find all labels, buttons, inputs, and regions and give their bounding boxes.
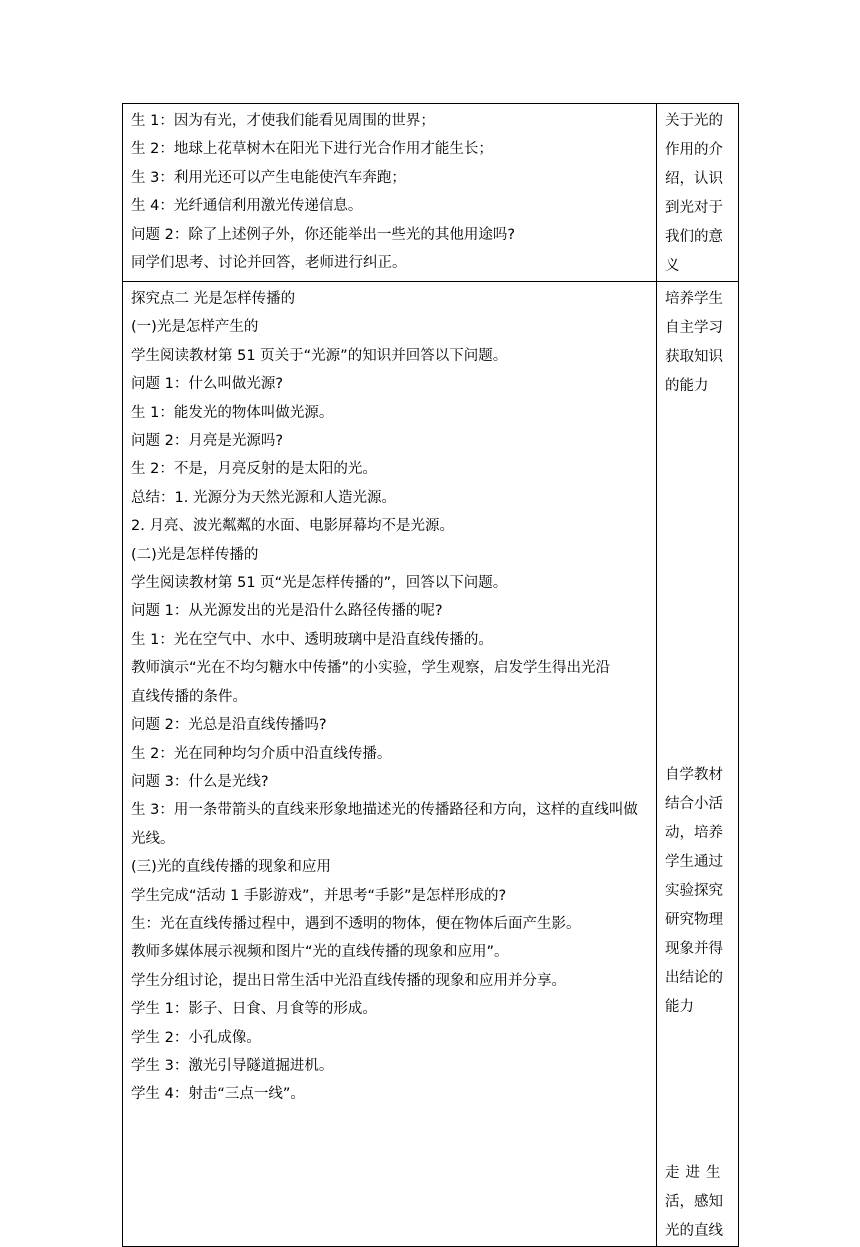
text-line: 直线传播的条件。 xyxy=(131,688,247,705)
lesson-plan-table xyxy=(122,103,739,1247)
note-line: 结合小活 xyxy=(665,796,723,812)
note-line: 学生通过 xyxy=(665,854,723,870)
text-line: 问题 1：从光源发出的光是沿什么路径传播的呢? xyxy=(131,603,443,620)
table-row xyxy=(123,282,739,1247)
text-line: 问题 2：光总是沿直线传播吗? xyxy=(131,717,327,734)
note-line: 能力 xyxy=(665,999,694,1015)
text-line: 生：光在直线传播过程中，遇到不透明的物体，便在物体后面产生影。 xyxy=(131,915,581,932)
text-line: 学生完成“活动 1 手影游戏”，并思考“手影”是怎样形成的? xyxy=(131,887,507,904)
text-line: 生 2：不是，月亮反射的是太阳的光。 xyxy=(131,461,377,478)
note-cell xyxy=(657,282,739,1247)
text-line: 生 2：光在同种均匀介质中沿直线传播。 xyxy=(131,745,392,762)
note-block xyxy=(665,1159,734,1246)
note-line: 出结论的 xyxy=(665,970,723,986)
text-line: 学生阅读教材第 51 页“光是怎样传播的”，回答以下问题。 xyxy=(131,575,508,592)
note-line: 的能力 xyxy=(665,378,709,394)
text-line: 生 3：利用光还可以产生电能使汽车奔跑； xyxy=(131,169,406,186)
note-line: 现象并得 xyxy=(665,941,723,957)
note-block xyxy=(665,285,734,401)
subsection-heading: (一)光是怎样产生的 xyxy=(131,319,259,336)
note-line: 光的直线 xyxy=(665,1223,723,1239)
note-line: 到光对于 xyxy=(665,200,723,216)
note-line: 关于光的 xyxy=(665,113,723,129)
text-line: 教师多媒体展示视频和图片“光的直线传播的现象和应用”。 xyxy=(131,944,509,961)
note-line: 研究物理 xyxy=(665,912,723,928)
section-heading: 探究点二 光是怎样传播的 xyxy=(131,291,296,307)
text-line: 学生 2：小孔成像。 xyxy=(131,1029,261,1046)
subsection-heading: (三)光的直线传播的现象和应用 xyxy=(131,859,331,876)
note-line: 动，培养 xyxy=(665,825,723,841)
note-line: 我们的意 xyxy=(665,229,723,245)
note-line: 实验探究 xyxy=(665,883,723,899)
text-line: 2. 月亮、波光粼粼的水面、电影屏幕均不是光源。 xyxy=(131,518,454,535)
note-line: 活，感知 xyxy=(665,1194,723,1210)
text-line: 生 1：因为有光，才使我们能看见周围的世界； xyxy=(131,113,435,129)
note-block xyxy=(665,761,734,1022)
text-line: 生 1：能发光的物体叫做光源。 xyxy=(131,404,334,421)
text-line: 生 3：用一条带箭头的直线来形象地描述光的传播路径和方向，这样的直线叫做 xyxy=(131,802,638,819)
text-line: 生 1：光在空气中、水中、透明玻璃中是沿直线传播的。 xyxy=(131,631,493,648)
text-line: 问题 2：月亮是光源吗? xyxy=(131,433,284,450)
text-line: 生 2：地球上花草树木在阳光下进行光合作用才能生长； xyxy=(131,141,493,158)
note-line: 走进生 xyxy=(665,1165,727,1181)
text-line: 学生分组讨论，提出日常生活中光沿直线传播的现象和应用并分享。 xyxy=(131,972,566,989)
note-line: 自主学习 xyxy=(665,320,723,336)
note-line: 获取知识 xyxy=(665,349,723,365)
text-line: 总结：1. 光源分为天然光源和人造光源。 xyxy=(131,489,396,506)
content-cell xyxy=(123,104,657,282)
text-line: 学生 3：激光引导隧道掘进机。 xyxy=(131,1057,334,1074)
text-line: 光线。 xyxy=(131,830,175,847)
text-line: 问题 3：什么是光线? xyxy=(131,773,269,790)
content-cell xyxy=(123,282,657,1247)
table-row xyxy=(123,104,739,282)
text-line: 学生阅读教材第 51 页关于“光源”的知识并回答以下问题。 xyxy=(131,347,508,364)
note-line: 绍，认识 xyxy=(665,171,723,187)
note-line: 培养学生 xyxy=(665,291,723,307)
text-line: 生 4：光纤通信利用激光传递信息。 xyxy=(131,198,363,215)
subsection-heading: (二)光是怎样传播的 xyxy=(131,546,259,563)
text-line: 学生 1：影子、日食、月食等的形成。 xyxy=(131,1001,377,1018)
text-line: 问题 2：除了上述例子外，你还能举出一些光的其他用途吗? xyxy=(131,226,516,243)
text-line: 问题 1：什么叫做光源? xyxy=(131,376,284,393)
note-line: 自学教材 xyxy=(665,767,723,783)
note-line: 作用的介 xyxy=(665,142,723,158)
note-line: 义 xyxy=(665,258,680,274)
text-line: 同学们思考、讨论并回答，老师进行纠正。 xyxy=(131,255,407,272)
text-line: 学生 4：射击“三点一线”。 xyxy=(131,1086,305,1103)
note-cell xyxy=(657,104,739,282)
text-line: 教师演示“光在不均匀糖水中传播”的小实验，学生观察，启发学生得出光沿 xyxy=(131,660,611,677)
